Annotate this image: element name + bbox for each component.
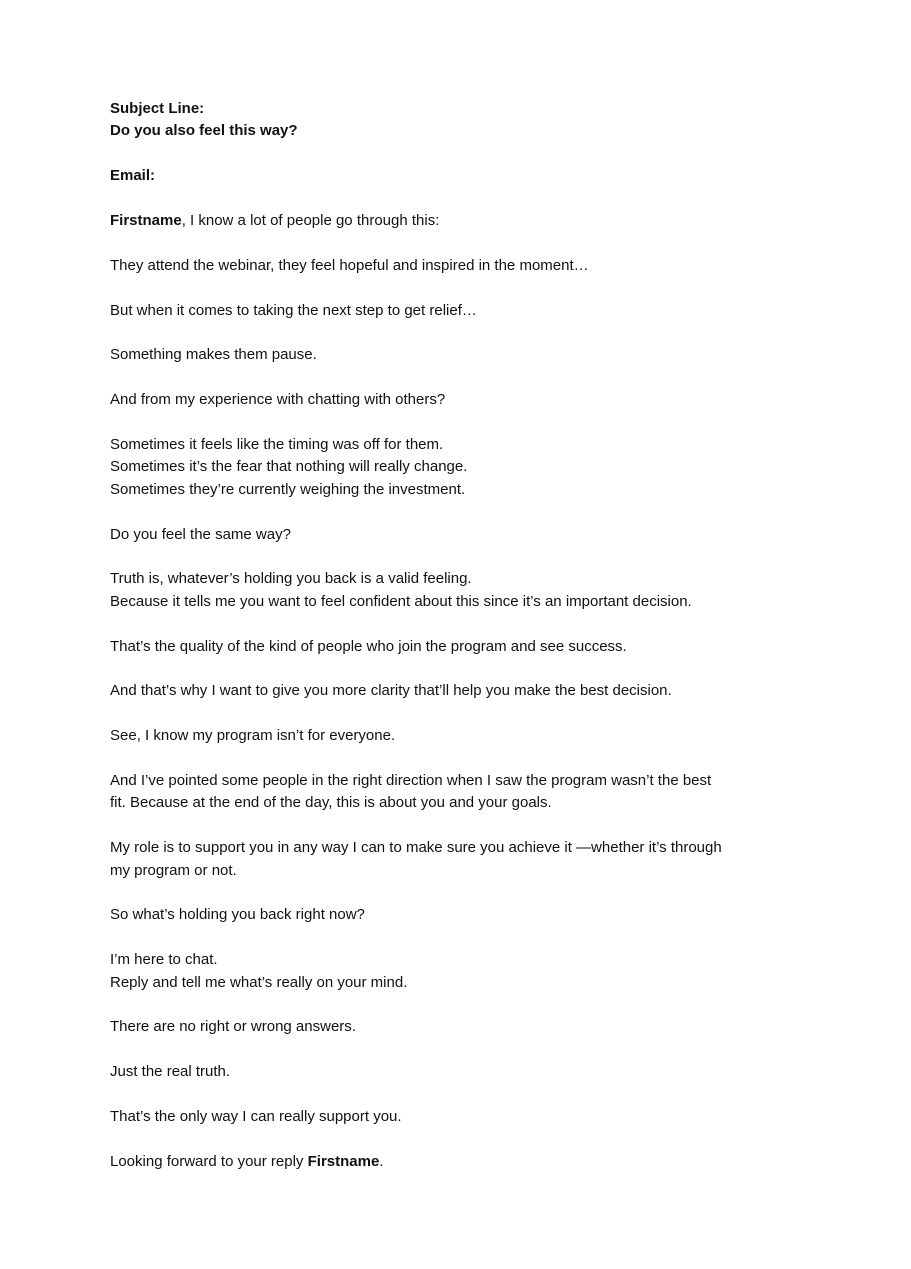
body-paragraph: [110, 568, 872, 613]
text-line: [110, 344, 872, 366]
text-segment: fit. Because at the end of the day, this is about you and your goals.: [110, 794, 552, 812]
text-segment: But when it comes to taking the next step to get relief…: [110, 301, 477, 319]
text-segment: Something makes them pause.: [110, 346, 317, 364]
body-paragraph: [110, 725, 872, 747]
text-line: [110, 949, 872, 971]
text-segment: , I know a lot of people go through this:: [181, 212, 440, 229]
text-segment: I’m here to chat.: [110, 951, 218, 969]
text-segment: That’s the quality of the kind of people who join the program and see success.: [110, 637, 627, 655]
text-segment: Reply and tell me what’s really on your mind.: [110, 973, 408, 991]
text-line: [110, 120, 872, 142]
text-line: [110, 1016, 872, 1038]
text-line: [110, 680, 872, 702]
text-line: [110, 524, 872, 546]
text-segment: Because it tells me you want to feel confident about this since it’s an important decision.: [110, 592, 692, 610]
text-line: [110, 456, 872, 478]
body-paragraph: [110, 1016, 872, 1038]
body-paragraph: [110, 389, 872, 411]
body-paragraph: [110, 300, 872, 322]
text-segment: My role is to support you in any way I can to make sure you achieve it —whether it’s through: [110, 839, 722, 857]
text-line: [110, 591, 872, 613]
text-segment: Do you feel the same way?: [110, 525, 291, 543]
text-line: [110, 725, 872, 747]
subject-line-heading: [110, 98, 872, 143]
body-paragraph: [110, 680, 872, 702]
text-line: [110, 792, 872, 814]
text-segment: Truth is, whatever’s holding you back is a valid feeling.: [110, 570, 472, 588]
text-segment: And from my experience with chatting with others?: [110, 391, 446, 409]
text-line: [110, 568, 872, 590]
text-segment: And I’ve pointed some people in the right direction when I saw the program wasn’t the best: [110, 771, 712, 789]
text-line: [110, 636, 872, 658]
bold-text-segment: Firstname: [307, 1152, 380, 1170]
text-line: [110, 479, 872, 501]
body-paragraph: [110, 1106, 872, 1128]
email-heading: [110, 165, 872, 187]
text-line: [110, 300, 872, 322]
body-paragraph: [110, 837, 872, 882]
greeting-paragraph: [110, 210, 872, 232]
text-segment: And that’s why I want to give you more clarity that’ll help you make the best decision.: [110, 682, 672, 700]
text-segment: Sometimes it feels like the timing was off for them.: [110, 435, 444, 453]
body-paragraph: [110, 1061, 872, 1083]
closing-paragraph: [110, 1151, 872, 1173]
text-line: [110, 972, 872, 994]
text-segment: There are no right or wrong answers.: [110, 1018, 356, 1036]
body-paragraph: [110, 770, 872, 815]
text-line: [110, 98, 872, 120]
text-line: [110, 255, 872, 277]
body-paragraph: [110, 255, 872, 277]
bold-text-segment: Do you also feel this way?: [110, 122, 298, 140]
text-line: [110, 770, 872, 792]
text-line: [110, 434, 872, 456]
text-segment: Sometimes it’s the fear that nothing will really change.: [110, 458, 468, 476]
body-paragraph: [110, 344, 872, 366]
body-paragraph: [110, 636, 872, 658]
text-line: [110, 860, 872, 882]
body-paragraph: [110, 524, 872, 546]
text-segment: That’s the only way I can really support you.: [110, 1107, 402, 1125]
email-draft-document: [110, 98, 872, 1173]
bold-text-segment: Subject Line:: [110, 100, 205, 117]
text-line: [110, 837, 872, 859]
text-line: [110, 1061, 872, 1083]
text-line: [110, 904, 872, 926]
body-paragraph: [110, 434, 872, 501]
bold-text-segment: Firstname: [110, 212, 182, 229]
text-line: [110, 210, 872, 232]
text-segment: my program or not.: [110, 861, 237, 879]
body-paragraph: [110, 904, 872, 926]
body-paragraph: [110, 949, 872, 994]
text-segment: .: [379, 1152, 384, 1170]
text-segment: Looking forward to your reply: [110, 1152, 308, 1170]
bold-text-segment: Email:: [110, 167, 156, 185]
text-segment: Sometimes they’re currently weighing the investment.: [110, 480, 466, 498]
text-segment: So what’s holding you back right now?: [110, 906, 365, 924]
text-segment: They attend the webinar, they feel hopeful and inspired in the moment…: [110, 256, 589, 274]
text-segment: Just the real truth.: [110, 1063, 231, 1081]
text-line: [110, 1106, 872, 1128]
text-segment: See, I know my program isn’t for everyone.: [110, 727, 396, 745]
text-line: [110, 165, 872, 187]
text-line: [110, 389, 872, 411]
text-line: [110, 1151, 872, 1173]
